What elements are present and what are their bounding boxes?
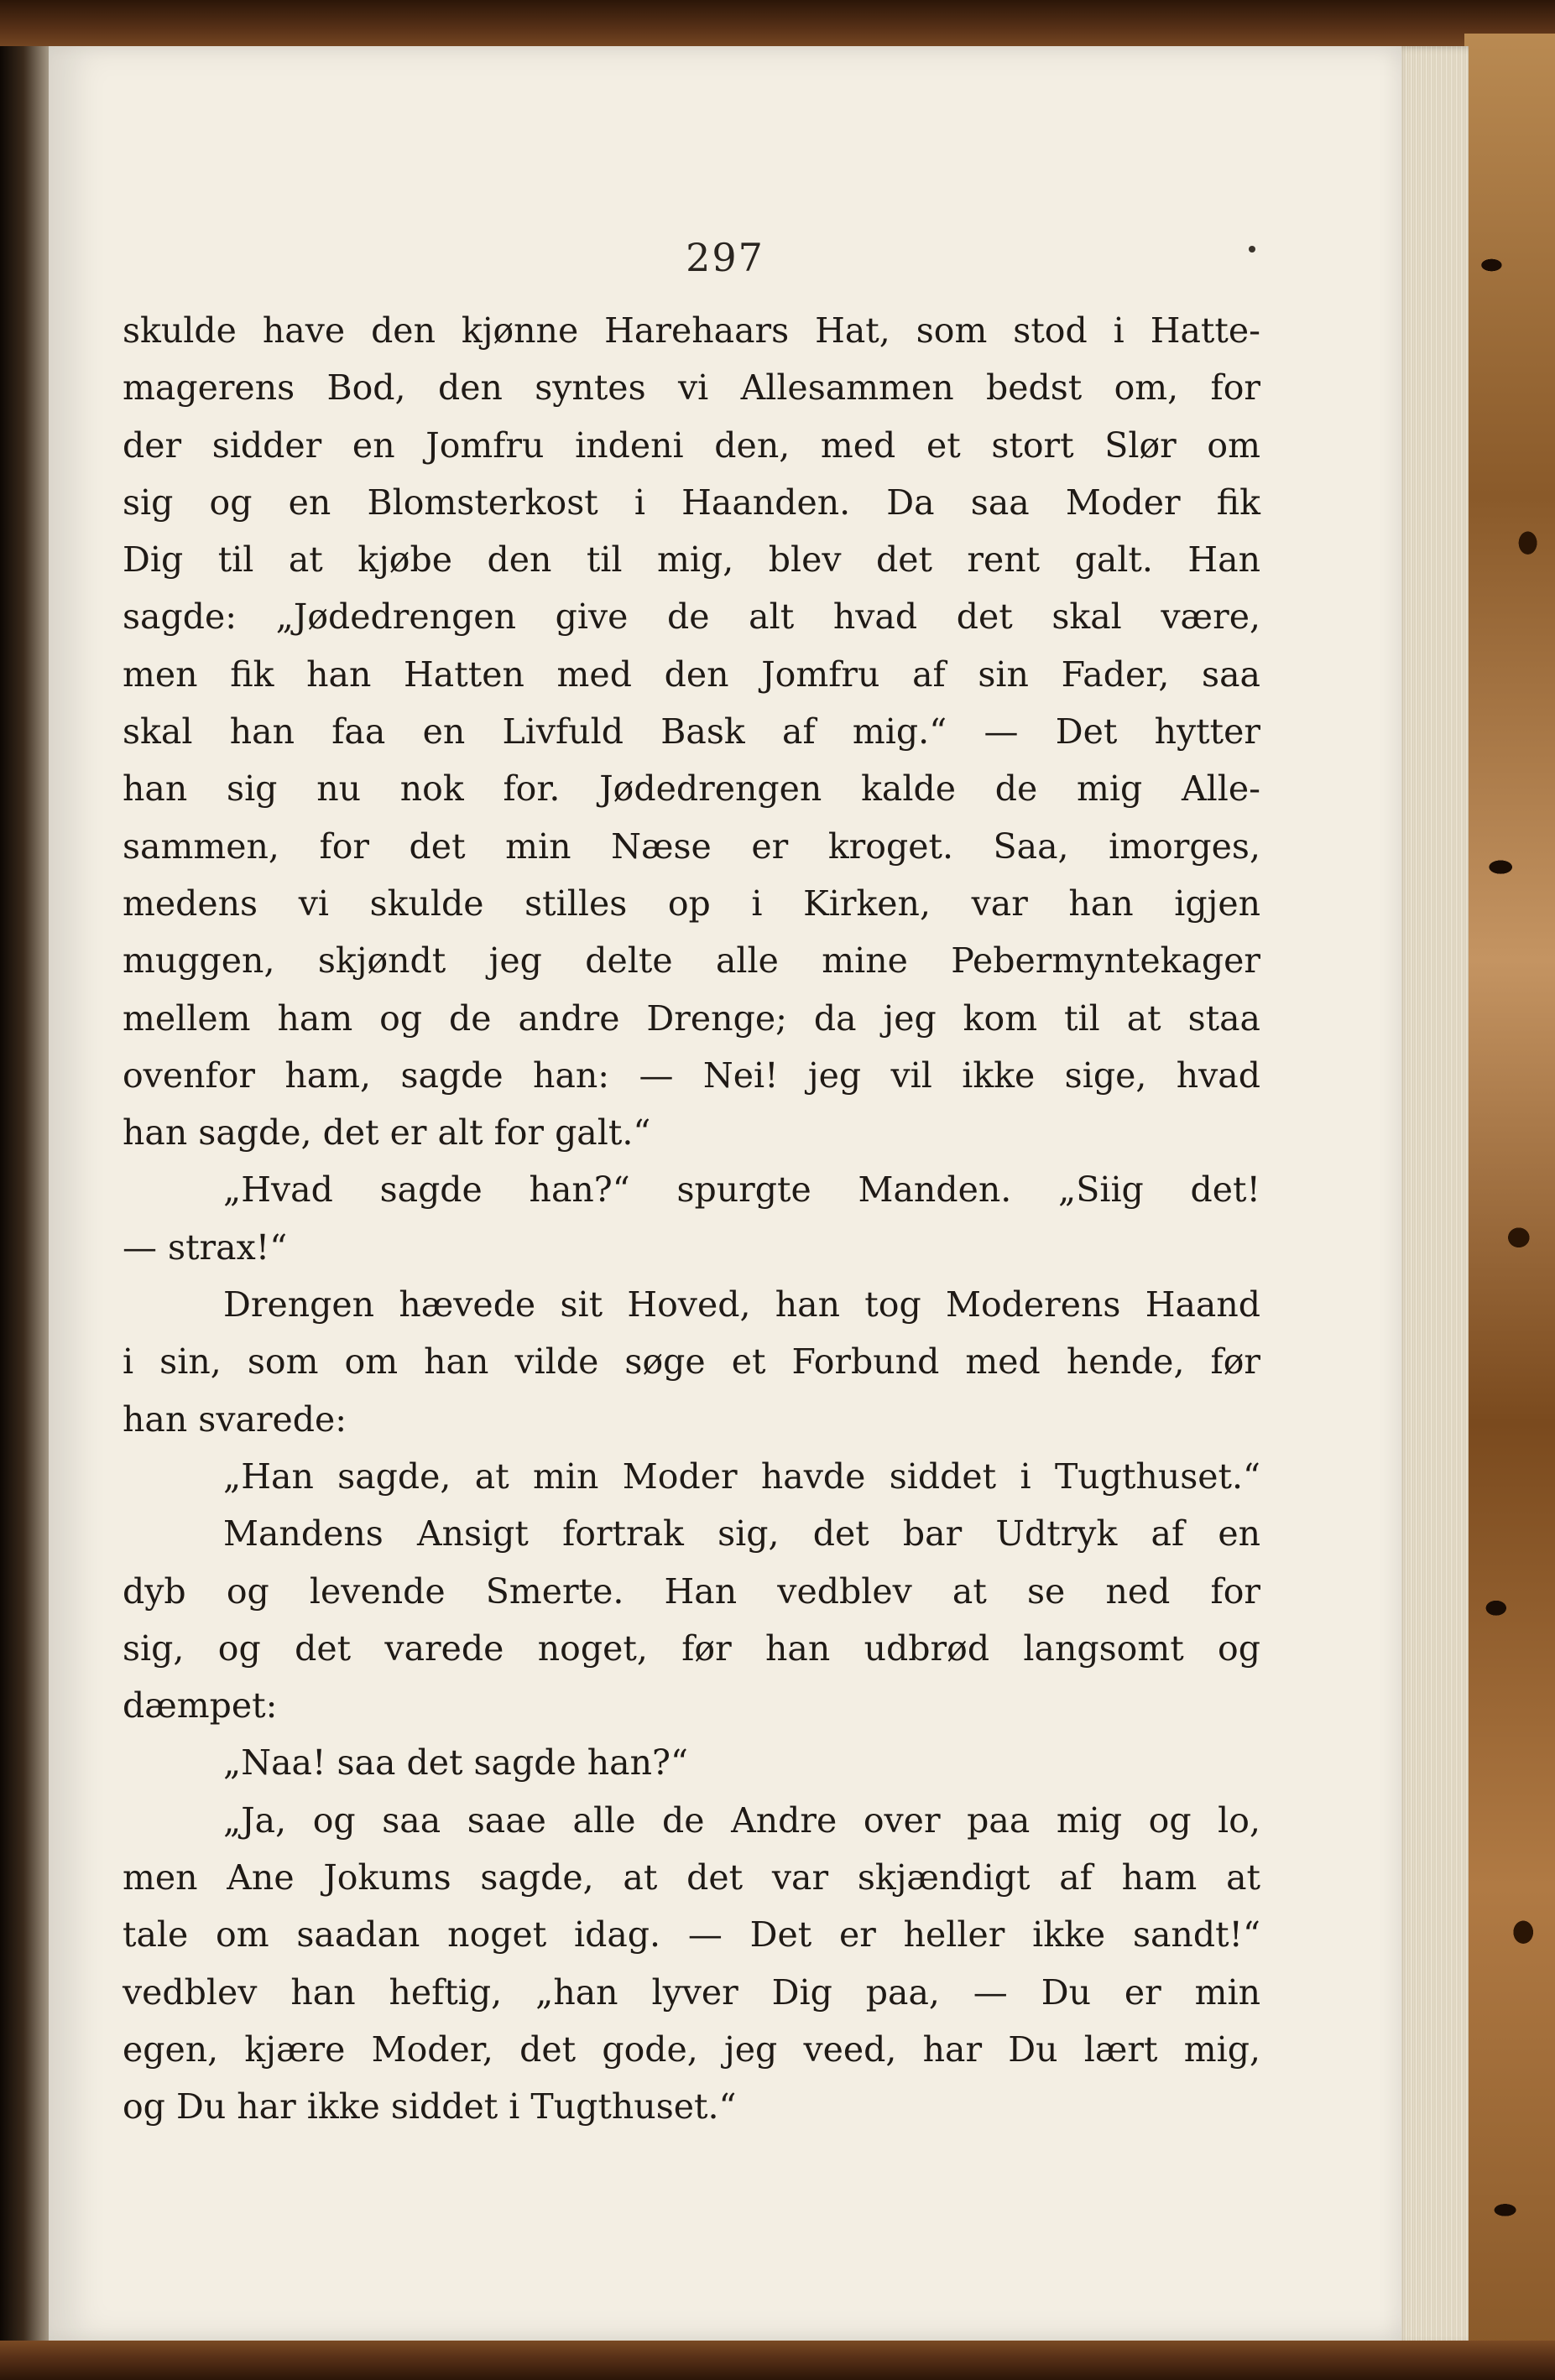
text-line: dæmpet: <box>123 1685 278 1726</box>
book-cover-bottom-edge <box>0 2341 1555 2380</box>
text-line: han sagde, det er alt for galt.“ <box>123 1112 651 1154</box>
text-line: sig, og det varede noget, før han udbrød langsomt og <box>123 1627 1260 1669</box>
text-line: muggen, skjøndt jeg delte alle mine Pebermyntekager <box>123 940 1260 982</box>
text-line: ovenfor ham, sagde han: — Nei! jeg vil ikke sige, hvad <box>123 1055 1260 1096</box>
page-number: 297 <box>686 235 764 280</box>
text-line: magerens Bod, den syntes vi Allesammen bedst om, for <box>123 367 1260 409</box>
text-line: han svarede: <box>123 1398 347 1440</box>
text-line: sig og en Blomsterkost i Haanden. Da saa Moder fik <box>123 482 1260 523</box>
text-line: sagde: „Jødedrengen give de alt hvad det skal være, <box>123 596 1260 638</box>
text-line: „Han sagde, at min Moder havde siddet i Tugthuset.“ <box>223 1456 1260 1497</box>
text-line: „Naa! saa det sagde han?“ <box>223 1742 688 1784</box>
ink-spot <box>1249 246 1255 253</box>
text-line: skal han faa en Livfuld Bask af mig.“ — Det hytter <box>123 711 1260 753</box>
text-line: der sidder en Jomfru indeni den, med et stort Slør om <box>123 424 1260 466</box>
text-line: men Ane Jokums sagde, at det var skjændigt af ham at <box>123 1857 1260 1898</box>
text-line: dyb og levende Smerte. Han vedblev at se ned for <box>123 1570 1260 1612</box>
text-line: tale om saadan noget idag. — Det er heller ikke sandt!“ <box>123 1914 1260 1956</box>
text-line: egen, kjære Moder, det gode, jeg veed, har Du lært mig, <box>123 2028 1260 2070</box>
text-line: Dig til at kjøbe den til mig, blev det rent galt. Han <box>123 539 1260 581</box>
text-line: i sin, som om han vilde søge et Forbund med hende, før <box>123 1341 1260 1383</box>
text-line: medens vi skulde stilles op i Kirken, var han igjen <box>123 883 1260 924</box>
text-line: sammen, for det min Næse er kroget. Saa, imorges, <box>123 825 1260 867</box>
marbled-endpaper <box>1464 34 1555 2349</box>
text-line: han sig nu nok for. Jødedrengen kalde de mig Alle- <box>123 768 1260 810</box>
text-line: skulde have den kjønne Harehaars Hat, som stod i Hatte- <box>123 310 1260 351</box>
text-line: Drengen hævede sit Hoved, han tog Moderens Haand <box>223 1284 1260 1325</box>
text-line: vedblev han heftig, „han lyver Dig paa, — Du er min <box>123 1971 1260 2013</box>
text-line: „Ja, og saa saae alle de Andre over paa mig og lo, <box>223 1799 1260 1841</box>
text-line: „Hvad sagde han?“ spurgte Manden. „Siig det! <box>223 1169 1260 1211</box>
book-page <box>49 46 1401 2341</box>
text-line: — strax!“ <box>123 1226 288 1268</box>
page-text <box>123 302 1260 2136</box>
page-edges <box>1393 46 1469 2345</box>
text-line: og Du har ikke siddet i Tugthuset.“ <box>123 2086 737 2127</box>
text-line: Mandens Ansigt fortrak sig, det bar Udtryk af en <box>223 1513 1260 1555</box>
book-cover-top-edge <box>0 0 1555 50</box>
text-line: men fik han Hatten med den Jomfru af sin Fader, saa <box>123 654 1260 695</box>
text-line: mellem ham og de andre Drenge; da jeg kom til at staa <box>123 997 1260 1039</box>
